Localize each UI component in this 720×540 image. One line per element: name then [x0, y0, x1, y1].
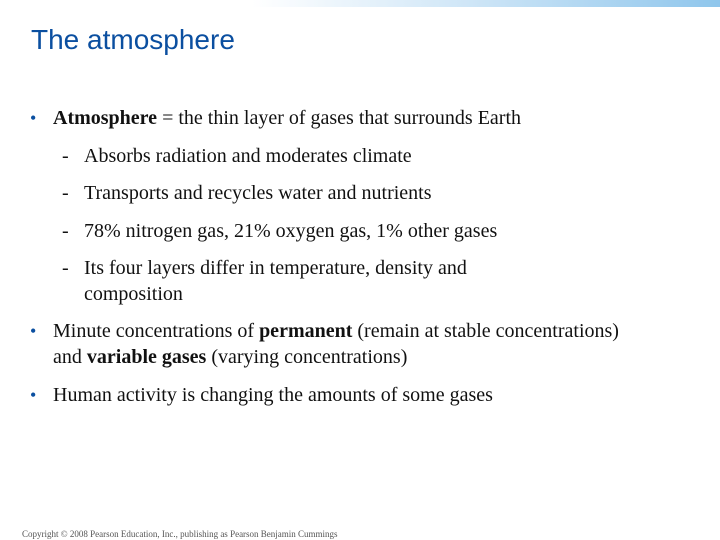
bullet-text [30, 318, 650, 370]
dash-icon: - [62, 257, 69, 279]
bullet-icon: • [30, 385, 37, 405]
bullet-post: (varying concentrations) [206, 346, 408, 368]
bullet-text [30, 105, 670, 131]
bold-term-permanent: permanent [259, 320, 353, 342]
copyright-footer: Copyright © 2008 Pearson Education, Inc., publishing as Pearson Benjamin Cummings [22, 529, 338, 539]
bullet-pre: Minute concentrations of [53, 320, 260, 342]
sub-bullet-text: Absorbs radiation and moderates climate [84, 145, 412, 167]
bullet-mid: (remain at stable concentrations) and [53, 320, 619, 368]
bold-term-variable-gases: variable gases [86, 346, 207, 368]
sub-bullet-1 [62, 143, 662, 169]
bullet-text: Human activity is changing the amounts of some gases [53, 384, 493, 406]
dash-icon: - [62, 182, 69, 204]
top-accent-bar [0, 0, 720, 7]
bullet-rest: = the thin layer of gases that surrounds Earth [157, 107, 522, 129]
bullet-icon: • [30, 321, 37, 341]
dash-icon: - [62, 145, 69, 167]
sub-bullet-text: 78% nitrogen gas, 21% oxygen gas, 1% other gases [84, 220, 498, 242]
bullet-human-activity [30, 382, 670, 408]
bullet-atmosphere [30, 105, 670, 131]
slide-title: The atmosphere [31, 24, 235, 55]
dash-icon: - [62, 220, 69, 242]
sub-bullet-2 [62, 180, 662, 206]
bullet-concentrations [30, 318, 650, 370]
sub-bullet-text: Transports and recycles water and nutrients [84, 182, 432, 204]
bold-term: Atmosphere [53, 107, 158, 129]
sub-bullet-text: Its four layers differ in temperature, density and composition [84, 257, 467, 305]
sub-bullet-4 [62, 255, 562, 307]
bullet-icon: • [30, 108, 37, 128]
sub-bullet-3 [62, 218, 662, 244]
